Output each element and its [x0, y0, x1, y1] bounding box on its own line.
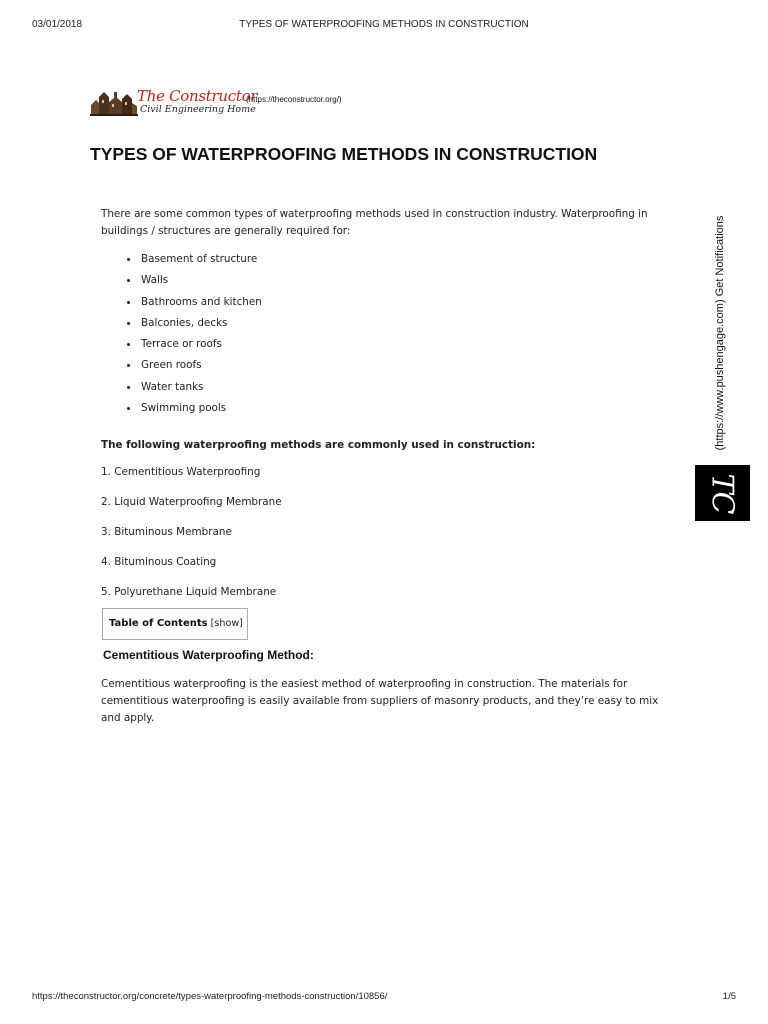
methods-list — [101, 465, 671, 614]
toc-close-bracket: ] — [239, 618, 243, 629]
list-item: Swimming pools — [127, 401, 671, 422]
print-date: 03/01/2018 — [32, 19, 83, 30]
list-item: Balconies, decks — [127, 316, 671, 337]
toc-title: Table of Contents — [109, 618, 208, 629]
list-item: Terrace or roofs — [127, 337, 671, 358]
method-item: 4. Bituminous Coating — [101, 555, 217, 568]
logo-name: The Constructor — [137, 87, 258, 105]
list-item: Bathrooms and kitchen — [127, 295, 671, 316]
method-item: 1. Cementitious Waterproofing — [101, 466, 261, 479]
building-logo-icon — [90, 88, 138, 116]
methods-lead-text: The following waterproofing methods are commonly used in construction: — [101, 439, 536, 452]
toc-show-link[interactable]: show — [214, 618, 240, 629]
tc-badge[interactable] — [695, 465, 750, 521]
list-item: Basement of structure — [127, 252, 671, 273]
tc-logo-icon: TC — [705, 473, 740, 513]
article-content — [101, 206, 671, 614]
toc-open-bracket: [ — [207, 618, 215, 629]
logo-url-link[interactable]: (https://theconstructor.org/) — [246, 95, 342, 104]
site-logo[interactable] — [90, 86, 258, 118]
list-item: Green roofs — [127, 358, 671, 379]
page-number: 1/5 — [722, 991, 736, 1002]
list-item: Walls — [127, 273, 671, 294]
notification-widget[interactable] — [713, 207, 727, 459]
print-header-title: TYPES OF WATERPROOFING METHODS IN CONSTRUCTION — [239, 19, 529, 30]
method-item: 2. Liquid Waterproofing Membrane — [101, 496, 282, 509]
page-title: TYPES OF WATERPROOFING METHODS IN CONSTRUCTION — [90, 144, 598, 164]
section-heading: Cementitious Waterproofing Method: — [103, 648, 314, 662]
list-item: Water tanks — [127, 380, 671, 401]
logo-tagline: Civil Engineering Home — [140, 104, 256, 115]
section-paragraph: Cementitious waterproofing is the easiest method of waterproofing in construction. The materials for cementitious waterproofing is easily available from suppliers of masonry products, and they’re easy to mix and apply. — [101, 678, 659, 724]
method-item: 3. Bituminous Membrane — [101, 525, 232, 538]
notification-link[interactable]: (https://www.pushengage.com) Get Notifications — [714, 215, 726, 451]
intro-paragraph: There are some common types of waterproofing methods used in construction industry. Waterproofing in buildings / structures are generally required for: — [101, 208, 648, 237]
print-footer-url: https://theconstructor.org/concrete/types-waterproofing-methods-construction/10856/ — [32, 991, 388, 1002]
table-of-contents-box — [102, 608, 248, 640]
waterproofing-areas-list — [101, 252, 671, 422]
toc-toggle — [208, 618, 243, 629]
method-item: 5. Polyurethane Liquid Membrane — [101, 585, 277, 598]
